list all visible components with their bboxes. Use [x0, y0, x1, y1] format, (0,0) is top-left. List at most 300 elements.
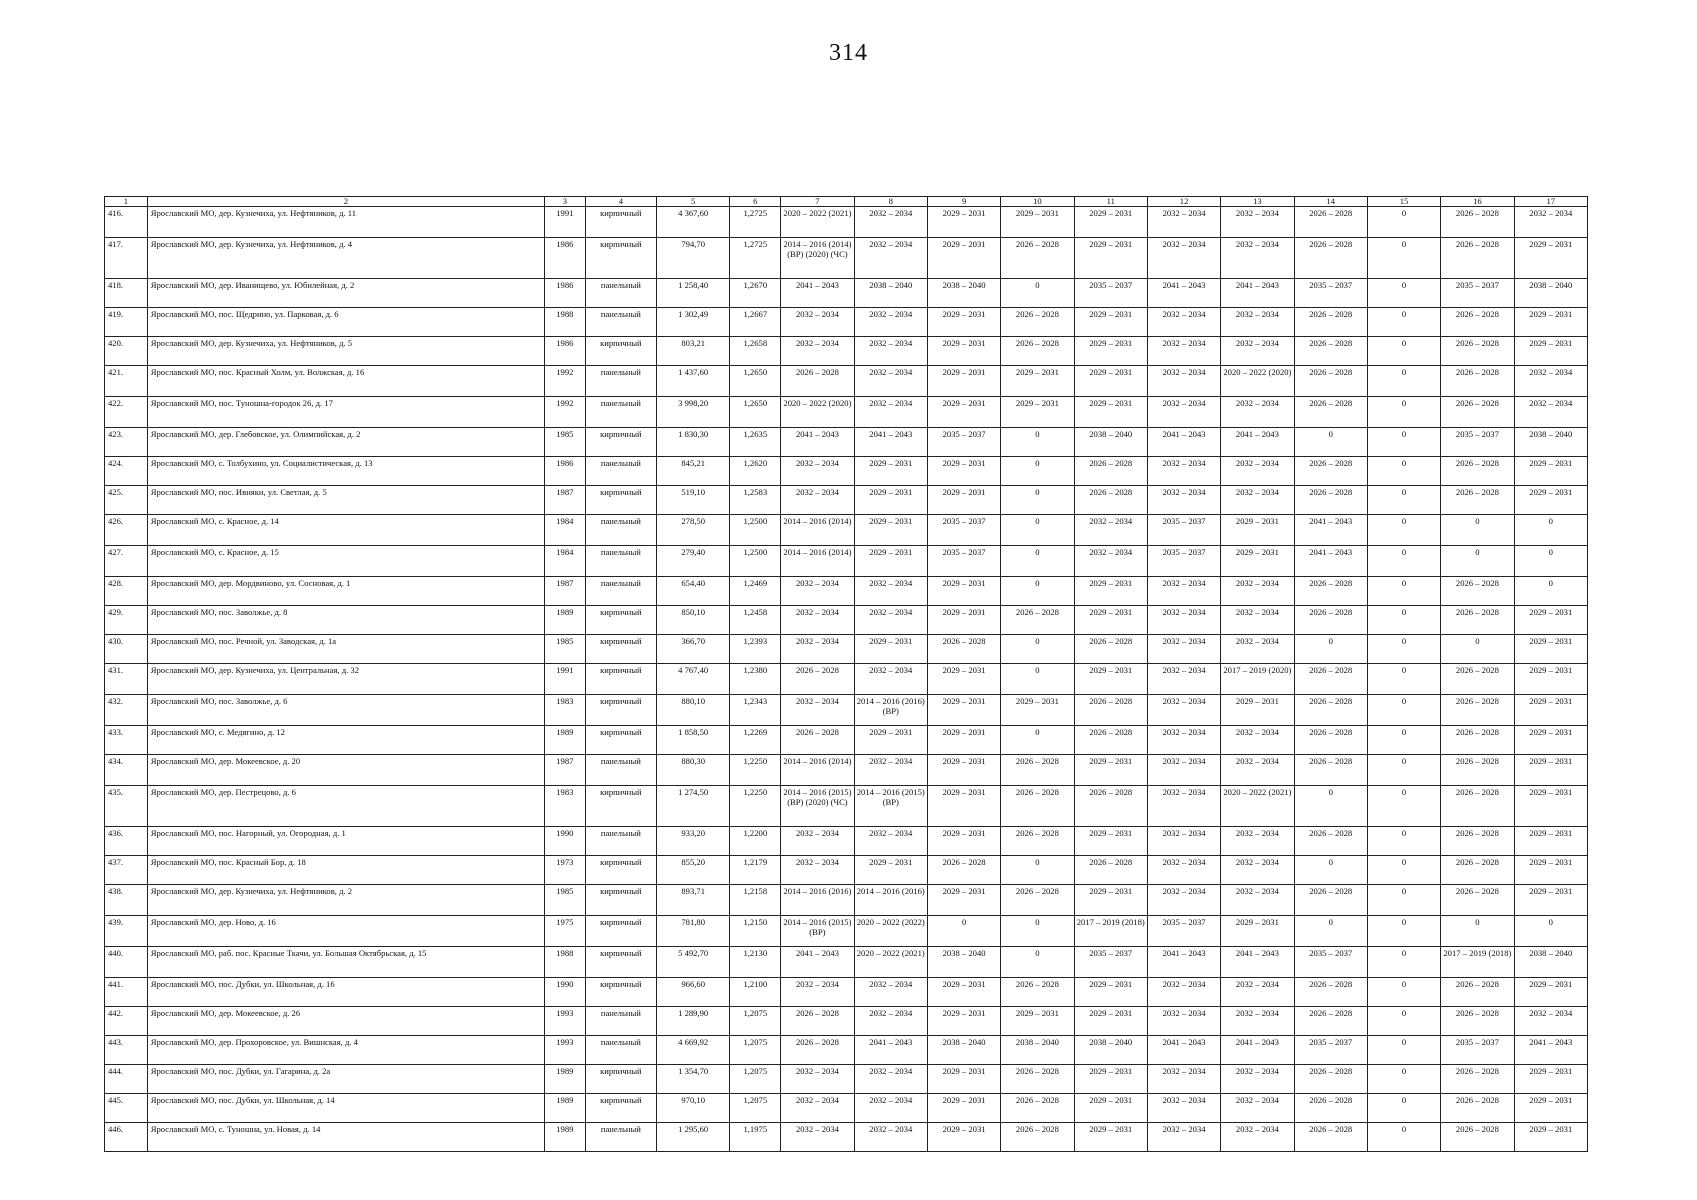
- table-cell: 2029 – 2031: [1514, 457, 1587, 486]
- table-cell: 2041 – 2043: [1147, 279, 1220, 308]
- table-cell: 2026 – 2028: [1001, 337, 1074, 366]
- table-cell: 2026 – 2028: [1441, 238, 1514, 279]
- table-cell: 2032 – 2034: [1221, 577, 1294, 606]
- table-cell: 2026 – 2028: [1441, 337, 1514, 366]
- table-cell: кирпичный: [585, 1065, 656, 1094]
- table-cell: 2029 – 2031: [1514, 238, 1587, 279]
- table-cell: 2032 – 2034: [1221, 457, 1294, 486]
- column-number-header: 5: [657, 197, 730, 207]
- table-cell: 2026 – 2028: [1001, 606, 1074, 635]
- table-cell: панельный: [585, 515, 656, 546]
- table-cell: 2032 – 2034: [1221, 1094, 1294, 1123]
- address-cell: Ярославский МО, пос. Ивняки, ул. Светлая, д. 5: [147, 486, 544, 515]
- table-row: [105, 397, 1588, 428]
- row-number-cell: 441.: [105, 978, 148, 1007]
- table-cell: 2026 – 2028: [1294, 337, 1367, 366]
- table-cell: 0: [1367, 606, 1440, 635]
- table-cell: 1993: [544, 1036, 585, 1065]
- table-cell: 845,21: [657, 457, 730, 486]
- table-cell: 0: [1367, 978, 1440, 1007]
- table-cell: 1,2269: [730, 726, 781, 755]
- table-cell: 1986: [544, 337, 585, 366]
- table-cell: 2032 – 2034: [1147, 1094, 1220, 1123]
- table-cell: 2032 – 2034: [854, 207, 927, 238]
- table-cell: 0: [1367, 695, 1440, 726]
- table-row: [105, 664, 1588, 695]
- table-cell: 1975: [544, 916, 585, 947]
- table-cell: 2026 – 2028: [1441, 726, 1514, 755]
- table-cell: 1 354,70: [657, 1065, 730, 1094]
- table-cell: 1989: [544, 1094, 585, 1123]
- table-cell: 2026 – 2028: [1074, 635, 1147, 664]
- table-cell: 0: [1001, 486, 1074, 515]
- table-cell: 2029 – 2031: [1074, 238, 1147, 279]
- column-number-header: 11: [1074, 197, 1147, 207]
- table-cell: 2029 – 2031: [927, 755, 1000, 786]
- table-cell: 2032 – 2034: [1514, 1007, 1587, 1036]
- row-number-cell: 424.: [105, 457, 148, 486]
- row-number-cell: 430.: [105, 635, 148, 664]
- row-number-cell: 431.: [105, 664, 148, 695]
- table-cell: 2032 – 2034: [1221, 606, 1294, 635]
- table-cell: 1,2393: [730, 635, 781, 664]
- table-cell: 0: [1001, 279, 1074, 308]
- table-cell: 2020 – 2022 (2021): [781, 207, 854, 238]
- table-cell: 1,2635: [730, 428, 781, 457]
- table-cell: 2026 – 2028: [1074, 486, 1147, 515]
- table-row: [105, 916, 1588, 947]
- table-cell: 2032 – 2034: [1147, 207, 1220, 238]
- table-cell: 2041 – 2043: [1294, 546, 1367, 577]
- table-cell: 2038 – 2040: [927, 279, 1000, 308]
- row-number-cell: 444.: [105, 1065, 148, 1094]
- table-cell: 2026 – 2028: [1441, 978, 1514, 1007]
- table-cell: 2032 – 2034: [1221, 978, 1294, 1007]
- table-cell: 2038 – 2040: [1001, 1036, 1074, 1065]
- row-number-cell: 421.: [105, 366, 148, 397]
- table-cell: 1,2250: [730, 755, 781, 786]
- table-cell: 966,60: [657, 978, 730, 1007]
- table-cell: кирпичный: [585, 337, 656, 366]
- table-cell: 1 830,30: [657, 428, 730, 457]
- table-cell: 2026 – 2028: [1441, 664, 1514, 695]
- address-cell: Ярославский МО, дер. Ново, д. 16: [147, 916, 544, 947]
- table-cell: 2041 – 2043: [1294, 515, 1367, 546]
- table-cell: 2014 – 2016 (2015) (ВР) (2020) (ЧС): [781, 786, 854, 827]
- table-cell: 2032 – 2034: [854, 1123, 927, 1152]
- table-cell: 2029 – 2031: [927, 366, 1000, 397]
- table-cell: 2035 – 2037: [927, 546, 1000, 577]
- table-row: [105, 786, 1588, 827]
- table-cell: 2026 – 2028: [1001, 308, 1074, 337]
- table-cell: 2026 – 2028: [781, 726, 854, 755]
- table-cell: 2029 – 2031: [1074, 755, 1147, 786]
- table-cell: 1,2650: [730, 397, 781, 428]
- table-cell: 2032 – 2034: [1147, 606, 1220, 635]
- table-cell: 2032 – 2034: [1147, 486, 1220, 515]
- table-cell: 0: [1367, 1123, 1440, 1152]
- table-cell: 2029 – 2031: [1074, 577, 1147, 606]
- table-cell: 2029 – 2031: [927, 1123, 1000, 1152]
- table-cell: 2032 – 2034: [1514, 397, 1587, 428]
- table-cell: 2026 – 2028: [1441, 786, 1514, 827]
- table-cell: 2014 – 2016 (2016) (ВР): [854, 695, 927, 726]
- address-cell: Ярославский МО, дер. Мокеевское, д. 20: [147, 755, 544, 786]
- table-cell: 2041 – 2043: [781, 279, 854, 308]
- table-cell: 2032 – 2034: [781, 1123, 854, 1152]
- table-cell: 0: [1367, 308, 1440, 337]
- table-cell: 2029 – 2031: [1074, 397, 1147, 428]
- table-cell: 1984: [544, 546, 585, 577]
- table-cell: 2014 – 2016 (2015) (ВР): [781, 916, 854, 947]
- table-cell: кирпичный: [585, 695, 656, 726]
- table-cell: 0: [1001, 856, 1074, 885]
- table-cell: 3 998,20: [657, 397, 730, 428]
- table-cell: 2026 – 2028: [1441, 486, 1514, 515]
- table-cell: 2032 – 2034: [1221, 885, 1294, 916]
- table-cell: 1,2725: [730, 207, 781, 238]
- column-number-header: 15: [1367, 197, 1440, 207]
- address-cell: Ярославский МО, пос. Щедрино, ул. Парковая, д. 6: [147, 308, 544, 337]
- table-cell: 2029 – 2031: [1074, 1123, 1147, 1152]
- table-cell: 2038 – 2040: [1074, 1036, 1147, 1065]
- table-cell: 2029 – 2031: [1001, 695, 1074, 726]
- row-number-cell: 436.: [105, 827, 148, 856]
- table-cell: 2038 – 2040: [1514, 947, 1587, 978]
- table-cell: 2029 – 2031: [927, 827, 1000, 856]
- table-cell: 1989: [544, 1123, 585, 1152]
- table-cell: 2029 – 2031: [1514, 308, 1587, 337]
- table-cell: 2026 – 2028: [1441, 695, 1514, 726]
- table-cell: 2041 – 2043: [854, 428, 927, 457]
- table-cell: 2032 – 2034: [1147, 308, 1220, 337]
- table-cell: 2029 – 2031: [927, 1094, 1000, 1123]
- table-cell: 2032 – 2034: [854, 337, 927, 366]
- table-cell: 1 858,50: [657, 726, 730, 755]
- table-cell: 2029 – 2031: [1221, 916, 1294, 947]
- table-cell: 0: [1367, 916, 1440, 947]
- table-cell: 0: [1367, 238, 1440, 279]
- table-cell: 2038 – 2040: [927, 947, 1000, 978]
- table-cell: 933,20: [657, 827, 730, 856]
- table-cell: 2038 – 2040: [1074, 428, 1147, 457]
- table-cell: 2032 – 2034: [1514, 207, 1587, 238]
- table-cell: 2035 – 2037: [1074, 279, 1147, 308]
- table-cell: панельный: [585, 755, 656, 786]
- table-cell: панельный: [585, 1123, 656, 1152]
- table-cell: 1,2150: [730, 916, 781, 947]
- table-cell: 2029 – 2031: [1514, 786, 1587, 827]
- table-cell: 2029 – 2031: [927, 457, 1000, 486]
- table-cell: 5 492,70: [657, 947, 730, 978]
- table-cell: 1,2458: [730, 606, 781, 635]
- table-cell: 2029 – 2031: [854, 726, 927, 755]
- address-cell: Ярославский МО, дер. Пестрецово, д. 6: [147, 786, 544, 827]
- table-cell: 0: [1367, 515, 1440, 546]
- address-cell: Ярославский МО, дер. Кузнечиха, ул. Нефтяников, д. 5: [147, 337, 544, 366]
- table-cell: 0: [1367, 279, 1440, 308]
- table-cell: 2032 – 2034: [1221, 1007, 1294, 1036]
- row-number-cell: 425.: [105, 486, 148, 515]
- table-cell: 2032 – 2034: [781, 337, 854, 366]
- row-number-cell: 420.: [105, 337, 148, 366]
- table-cell: 0: [1514, 577, 1587, 606]
- table-cell: 2032 – 2034: [1221, 238, 1294, 279]
- table-cell: 1993: [544, 1007, 585, 1036]
- table-cell: 2029 – 2031: [1074, 337, 1147, 366]
- table-cell: 0: [1294, 856, 1367, 885]
- table-cell: 2020 – 2022 (2020): [781, 397, 854, 428]
- row-number-cell: 445.: [105, 1094, 148, 1123]
- table-cell: 2026 – 2028: [1294, 308, 1367, 337]
- table-cell: 1991: [544, 664, 585, 695]
- table-cell: 0: [1001, 457, 1074, 486]
- table-cell: 2032 – 2034: [854, 308, 927, 337]
- table-cell: 2026 – 2028: [1294, 827, 1367, 856]
- table-cell: 1,2670: [730, 279, 781, 308]
- table-cell: 2032 – 2034: [1147, 885, 1220, 916]
- table-cell: 2014 – 2016 (2014): [781, 546, 854, 577]
- table-cell: 2032 – 2034: [781, 856, 854, 885]
- table-cell: панельный: [585, 366, 656, 397]
- table-cell: 1985: [544, 635, 585, 664]
- row-number-cell: 440.: [105, 947, 148, 978]
- table-cell: 2032 – 2034: [1514, 366, 1587, 397]
- table-cell: 2014 – 2016 (2016): [854, 885, 927, 916]
- table-cell: 1987: [544, 577, 585, 606]
- column-number-header: 4: [585, 197, 656, 207]
- table-cell: 2026 – 2028: [1001, 978, 1074, 1007]
- table-cell: 2026 – 2028: [1074, 726, 1147, 755]
- table-cell: 2041 – 2043: [854, 1036, 927, 1065]
- table-cell: 2029 – 2031: [927, 486, 1000, 515]
- table-cell: 0: [1441, 546, 1514, 577]
- table-cell: 1,2469: [730, 577, 781, 606]
- table-cell: панельный: [585, 1036, 656, 1065]
- table-cell: 2032 – 2034: [1221, 207, 1294, 238]
- table-row: [105, 238, 1588, 279]
- table-cell: 2032 – 2034: [854, 577, 927, 606]
- table-cell: 2035 – 2037: [927, 515, 1000, 546]
- table-cell: 2032 – 2034: [1147, 238, 1220, 279]
- table-cell: 2026 – 2028: [1294, 755, 1367, 786]
- row-number-cell: 418.: [105, 279, 148, 308]
- table-cell: 2020 – 2022 (2021): [1221, 786, 1294, 827]
- address-cell: Ярославский МО, пос. Красный Бор, д. 18: [147, 856, 544, 885]
- table-cell: 2026 – 2028: [1441, 827, 1514, 856]
- table-cell: 2041 – 2043: [1221, 1036, 1294, 1065]
- table-cell: 2035 – 2037: [1441, 428, 1514, 457]
- column-number-header: 8: [854, 197, 927, 207]
- table-row: [105, 1036, 1588, 1065]
- row-number-cell: 438.: [105, 885, 148, 916]
- table-cell: 1992: [544, 366, 585, 397]
- table-cell: 1989: [544, 606, 585, 635]
- table-cell: 2032 – 2034: [1221, 1065, 1294, 1094]
- table-cell: 2029 – 2031: [854, 515, 927, 546]
- table-cell: 0: [1441, 515, 1514, 546]
- table-cell: 2017 – 2019 (2020): [1221, 664, 1294, 695]
- table-cell: 2032 – 2034: [1147, 786, 1220, 827]
- table-cell: 2035 – 2037: [1441, 279, 1514, 308]
- table-cell: 1,2620: [730, 457, 781, 486]
- column-number-header: 13: [1221, 197, 1294, 207]
- table-cell: 1,2075: [730, 1065, 781, 1094]
- table-cell: 1 289,90: [657, 1007, 730, 1036]
- table-cell: 2026 – 2028: [1074, 856, 1147, 885]
- row-number-cell: 422.: [105, 397, 148, 428]
- table-cell: 2026 – 2028: [1294, 238, 1367, 279]
- address-cell: Ярославский МО, пос. Речной, ул. Заводская, д. 1а: [147, 635, 544, 664]
- table-cell: кирпичный: [585, 238, 656, 279]
- row-number-cell: 429.: [105, 606, 148, 635]
- table-cell: 1985: [544, 428, 585, 457]
- table-cell: 880,30: [657, 755, 730, 786]
- table-cell: 2026 – 2028: [1001, 755, 1074, 786]
- table-cell: 2032 – 2034: [854, 664, 927, 695]
- table-cell: 0: [1441, 916, 1514, 947]
- column-number-header: 14: [1294, 197, 1367, 207]
- table-cell: 2029 – 2031: [927, 207, 1000, 238]
- table-cell: кирпичный: [585, 664, 656, 695]
- address-cell: Ярославский МО, раб. пос. Красные Ткачи, ул. Большая Октябрьская, д. 15: [147, 947, 544, 978]
- row-number-cell: 432.: [105, 695, 148, 726]
- page-number: 314: [829, 40, 868, 66]
- table-cell: 2029 – 2031: [1514, 606, 1587, 635]
- table-cell: 2029 – 2031: [1074, 207, 1147, 238]
- column-number-header: 2: [147, 197, 544, 207]
- table-row: [105, 1123, 1588, 1152]
- table-cell: 2026 – 2028: [1001, 786, 1074, 827]
- table-cell: 0: [1367, 635, 1440, 664]
- table-row: [105, 337, 1588, 366]
- table-cell: панельный: [585, 827, 656, 856]
- table-cell: 2032 – 2034: [781, 1094, 854, 1123]
- table-cell: 1,2075: [730, 1094, 781, 1123]
- table-cell: 2032 – 2034: [1074, 515, 1147, 546]
- table-cell: 2029 – 2031: [927, 978, 1000, 1007]
- table-cell: панельный: [585, 279, 656, 308]
- table-cell: 2032 – 2034: [1221, 486, 1294, 515]
- table-cell: 279,40: [657, 546, 730, 577]
- address-cell: Ярославский МО, с. Красное, д. 14: [147, 515, 544, 546]
- table-cell: 2032 – 2034: [1147, 1123, 1220, 1152]
- row-number-cell: 423.: [105, 428, 148, 457]
- table-row: [105, 546, 1588, 577]
- table-cell: 2029 – 2031: [927, 1065, 1000, 1094]
- table-cell: 2029 – 2031: [1074, 827, 1147, 856]
- row-number-cell: 417.: [105, 238, 148, 279]
- table-cell: 2038 – 2040: [1514, 279, 1587, 308]
- table-cell: кирпичный: [585, 606, 656, 635]
- table-cell: 1985: [544, 885, 585, 916]
- row-number-cell: 443.: [105, 1036, 148, 1065]
- table-cell: 2026 – 2028: [1001, 1094, 1074, 1123]
- table-cell: 2026 – 2028: [1294, 606, 1367, 635]
- row-number-cell: 416.: [105, 207, 148, 238]
- table-cell: 0: [1367, 397, 1440, 428]
- table-cell: 1 295,60: [657, 1123, 730, 1152]
- table-cell: 2029 – 2031: [927, 885, 1000, 916]
- table-cell: кирпичный: [585, 1094, 656, 1123]
- table-cell: 2032 – 2034: [781, 457, 854, 486]
- table-cell: 278,50: [657, 515, 730, 546]
- table-cell: 2032 – 2034: [781, 695, 854, 726]
- table-cell: 1989: [544, 726, 585, 755]
- row-number-cell: 434.: [105, 755, 148, 786]
- address-cell: Ярославский МО, дер. Кузнечиха, ул. Нефтяников, д. 2: [147, 885, 544, 916]
- table-cell: 2029 – 2031: [854, 486, 927, 515]
- table-cell: кирпичный: [585, 978, 656, 1007]
- table-cell: 2026 – 2028: [927, 856, 1000, 885]
- table-cell: 2035 – 2037: [927, 428, 1000, 457]
- table-cell: 2035 – 2037: [1147, 916, 1220, 947]
- table-row: [105, 885, 1588, 916]
- table-cell: 2029 – 2031: [1074, 664, 1147, 695]
- table-cell: 366,70: [657, 635, 730, 664]
- table-cell: 0: [1367, 207, 1440, 238]
- table-cell: 2026 – 2028: [1294, 207, 1367, 238]
- table-cell: 2026 – 2028: [1001, 1065, 1074, 1094]
- table-cell: 2026 – 2028: [1294, 366, 1367, 397]
- address-cell: Ярославский МО, пос. Дубки, ул. Школьная, д. 16: [147, 978, 544, 1007]
- table-cell: 2029 – 2031: [854, 856, 927, 885]
- address-cell: Ярославский МО, дер. Мокеевское, д. 26: [147, 1007, 544, 1036]
- table-cell: 2029 – 2031: [1514, 1094, 1587, 1123]
- table-cell: 0: [1001, 515, 1074, 546]
- table-cell: 781,80: [657, 916, 730, 947]
- table-cell: 0: [1294, 428, 1367, 457]
- table-row: [105, 308, 1588, 337]
- table-cell: 2032 – 2034: [1221, 827, 1294, 856]
- table-cell: 0: [1294, 916, 1367, 947]
- column-number-header: 9: [927, 197, 1000, 207]
- table-cell: 2026 – 2028: [1294, 726, 1367, 755]
- table-cell: 2041 – 2043: [1221, 947, 1294, 978]
- table-cell: 4 767,40: [657, 664, 730, 695]
- table-cell: 2026 – 2028: [1074, 786, 1147, 827]
- table-cell: 2029 – 2031: [927, 337, 1000, 366]
- table-cell: 2029 – 2031: [1074, 308, 1147, 337]
- table-cell: 2026 – 2028: [1441, 366, 1514, 397]
- table-row: [105, 827, 1588, 856]
- table-cell: кирпичный: [585, 786, 656, 827]
- address-cell: Ярославский МО, с. Медягино, д. 12: [147, 726, 544, 755]
- table-cell: 2029 – 2031: [927, 726, 1000, 755]
- table-cell: 1988: [544, 947, 585, 978]
- table-row: [105, 978, 1588, 1007]
- table-cell: 2029 – 2031: [1001, 397, 1074, 428]
- table-cell: 2026 – 2028: [1074, 695, 1147, 726]
- table-cell: 2032 – 2034: [1074, 546, 1147, 577]
- table-cell: 0: [1294, 786, 1367, 827]
- table-cell: 1987: [544, 755, 585, 786]
- table-cell: 2038 – 2040: [854, 279, 927, 308]
- table-cell: кирпичный: [585, 856, 656, 885]
- table-cell: 2026 – 2028: [1441, 577, 1514, 606]
- table-cell: 2029 – 2031: [1074, 978, 1147, 1007]
- table-cell: 0: [1001, 726, 1074, 755]
- table-row: [105, 366, 1588, 397]
- table-cell: 2026 – 2028: [1294, 695, 1367, 726]
- table-cell: 0: [1514, 546, 1587, 577]
- table-cell: 2026 – 2028: [1294, 664, 1367, 695]
- table-cell: 2029 – 2031: [927, 606, 1000, 635]
- table-cell: 1992: [544, 397, 585, 428]
- table-row: [105, 577, 1588, 606]
- table-cell: 0: [1367, 366, 1440, 397]
- table-cell: 0: [1367, 755, 1440, 786]
